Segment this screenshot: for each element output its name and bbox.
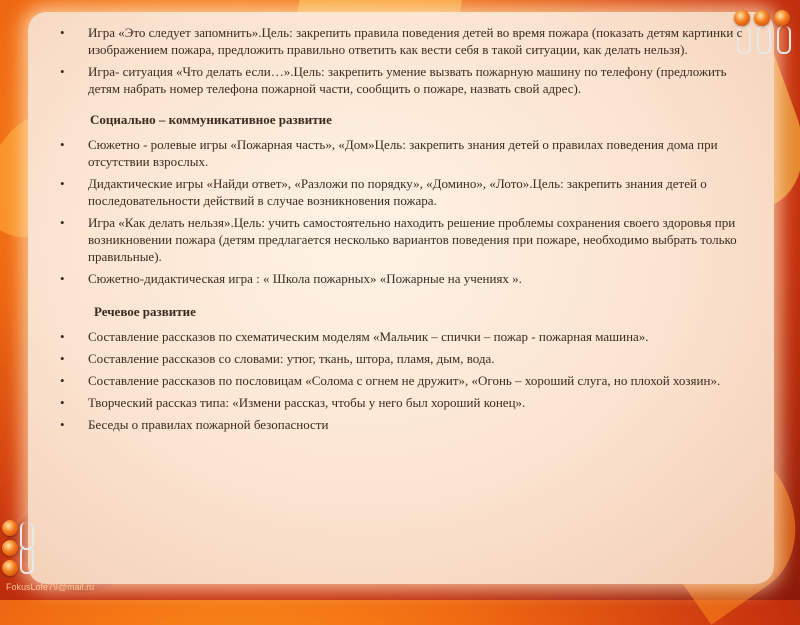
list-item-text: Игра «Как делать нельзя».Цель: учить самостоятельно находить решение проблемы сохранения своего здоровья при возникновении пожара (детям предлагается несколько вариантов поведения при пожаре, необходимо выбрать только правильные). (88, 215, 737, 264)
bullet: • (60, 373, 65, 388)
bullet: • (60, 329, 65, 344)
bullet: • (60, 351, 65, 366)
list-item (60, 350, 760, 367)
bullet: • (60, 64, 65, 79)
list-item-text: Сюжетно - ролевые игры «Пожарная часть», «Дом»Цель: закрепить знания детей о правилах поведения дома при отсутствии взрослых. (88, 137, 718, 169)
list-item-text: Игра- ситуация «Что делать если…».Цель: закрепить умение вызвать пожарную машину по телефону (предложить детям набрать номер телефона пожарной части, сообщить о пожаре, назвать свой адрес). (88, 64, 727, 96)
decoration-dot-icon (2, 560, 18, 576)
list-item (60, 24, 760, 58)
decoration-dot-icon (2, 520, 18, 536)
list-item (60, 136, 760, 170)
list-item (60, 416, 760, 433)
list-item (60, 63, 760, 97)
section-heading-speech: Речевое развитие (94, 304, 196, 319)
slide-content (60, 24, 760, 438)
paperclip-icon (20, 546, 34, 574)
list-item (60, 270, 760, 287)
bullet: • (60, 395, 65, 410)
section-heading-social: Социально – коммуникативное развитие (90, 112, 332, 127)
bullet: • (60, 25, 65, 40)
bullet: • (60, 271, 65, 286)
list-social (60, 136, 760, 287)
list-item (60, 328, 760, 345)
watermark-text: FokusLofe79@mail.ru (6, 582, 95, 592)
paperclip-icon (777, 26, 791, 54)
list-item-text: Составление рассказов по пословицам «Солома с огнем не дружит», «Огонь – хороший слуга, но плохой хозяин». (88, 373, 721, 388)
list-item-text: Творческий рассказ типа: «Измени рассказ, чтобы у него был хороший конец». (88, 395, 526, 410)
list-speech (60, 328, 760, 433)
list-item (60, 175, 760, 209)
list-item (60, 214, 760, 265)
bullet: • (60, 176, 65, 191)
list-item-text: Составление рассказов по схематическим моделям «Мальчик – спички – пожар - пожарная машина». (88, 329, 649, 344)
list-item-text: Составление рассказов со словами: утюг, ткань, штора, пламя, дым, вода. (88, 351, 495, 366)
list-item-text: Беседы о правилах пожарной безопасности (88, 417, 329, 432)
list-item-text: Сюжетно-дидактическая игра : « Школа пожарных» «Пожарные на учениях ». (88, 271, 522, 286)
list-item-text: Дидактические игры «Найди ответ», «Разложи по порядку», «Домино», «Лото».Цель: закрепить знания детей о последовательности действий в случае возникновения пожара. (88, 176, 707, 208)
list-item (60, 372, 760, 389)
decoration-dot-icon (2, 540, 18, 556)
bullet: • (60, 215, 65, 230)
list-item (60, 394, 760, 411)
list-item-text: Игра «Это следует запомнить».Цель: закрепить правила поведения детей во время пожара (показать детям картинки с изображением пожара, предложить правильно ответить как вести себя в такой ситуации, как делать нельзя). (88, 25, 743, 57)
list-games (60, 24, 760, 97)
decoration-dot-icon (774, 10, 790, 26)
bullet: • (60, 137, 65, 152)
bullet: • (60, 417, 65, 432)
